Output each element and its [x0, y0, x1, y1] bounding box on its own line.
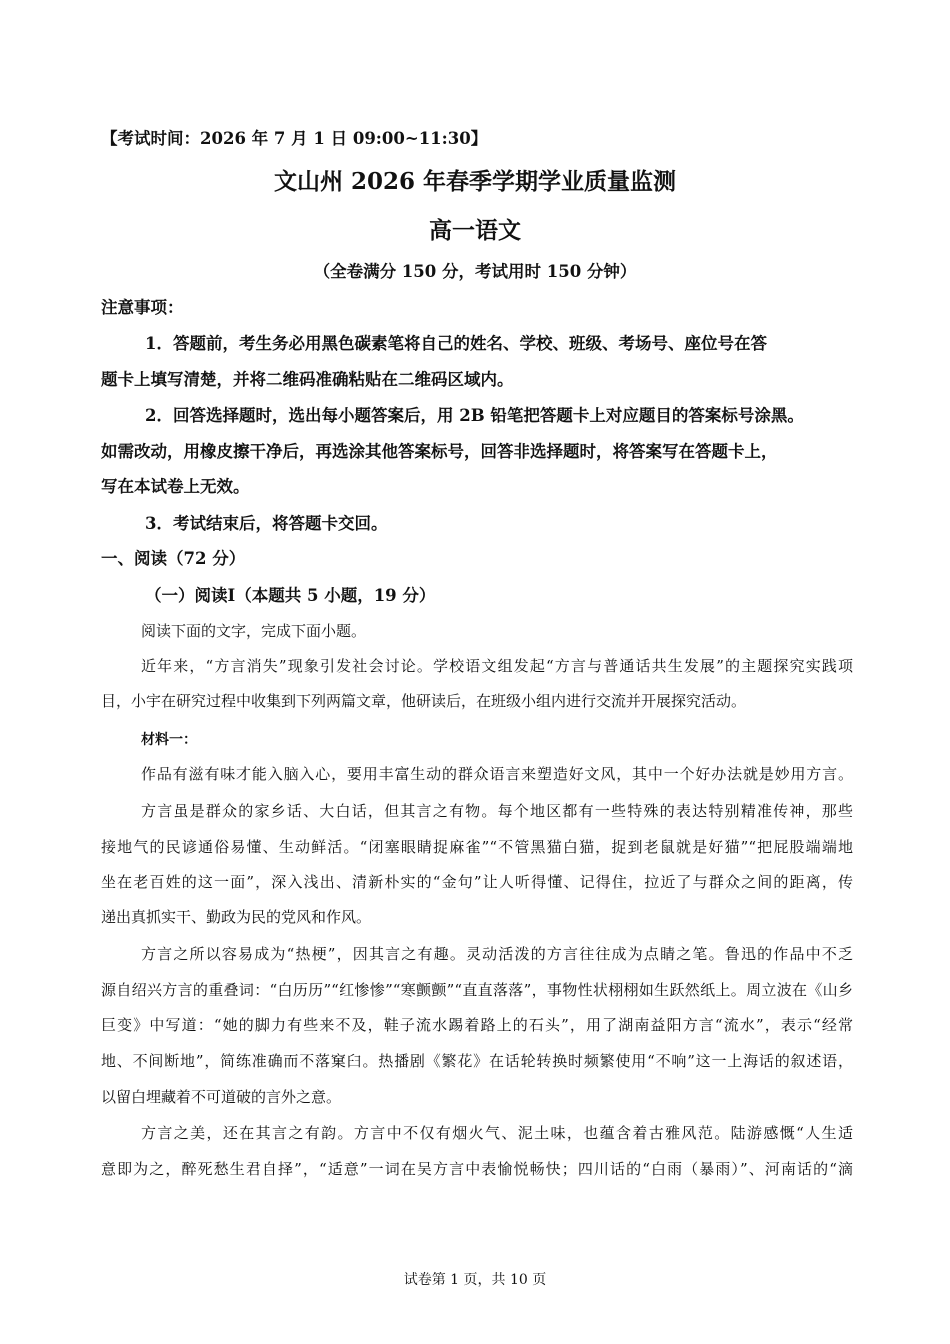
- score-note: （全卷满分 150 分，考试用时 150 分钟）: [313, 262, 637, 281]
- section-heading: 一、阅读（72 分）: [101, 549, 246, 568]
- intro-line: 目，小宇在研究过程中收集到下列两篇文章，他研读后，在班级小组内进行交流并开展探究活动。: [101, 692, 747, 710]
- material-line: 地、不间断地”，简练准确而不落窠臼。热播剧《繁花》在话轮转换时频繁使用“不响”这一上海话的叙述语，: [101, 1052, 853, 1070]
- material-line: 方言虽是群众的家乡话、大白话，但其言之有物。每个地区都有一些特殊的表达特别精准传神，那些: [141, 802, 853, 820]
- intro-line: 近年来，“方言消失”现象引发社会讨论。学校语文组发起“方言与普通话共生发展”的主题探究实践项: [141, 657, 853, 675]
- notice-line: 1．答题前，考生务必用黑色碳素笔将自己的姓名、学校、班级、考场号、座位号在答: [145, 334, 767, 353]
- material-line: 以留白埋藏着不可道破的言外之意。: [101, 1088, 342, 1106]
- notice-line: 写在本试卷上无效。: [101, 477, 250, 496]
- material-line: 方言之美，还在其言之有韵。方言中不仅有烟火气、泥土味，也蕴含着古雅风范。陆游感慨“人生适: [141, 1124, 853, 1142]
- material-line: 坐在老百姓的这一面”，深入浅出、清新朴实的“金句”让人听得懂、记得住，拉近了与群众之间的距离，传: [101, 873, 853, 891]
- notice-line: 2．回答选择题时，选出每小题答案后，用 2B 铅笔把答题卡上对应题目的答案标号涂黑。: [145, 406, 804, 425]
- instruction-text: 阅读下面的文字，完成下面小题。: [141, 622, 367, 640]
- subsection-heading: （一）阅读I（本题共 5 小题，19 分）: [145, 586, 436, 605]
- material-line: 作品有滋有味才能入脑入心，要用丰富生动的群众语言来塑造好文风，其中一个好办法就是妙用方言。: [141, 765, 853, 783]
- notice-heading: 注意事项：: [101, 298, 184, 317]
- material-line: 源自绍兴方言的重叠词：“白历历”“红惨惨”“寒颤颤”“直直落落”，事物性状栩栩如生跃然纸上。周立波在《山乡: [101, 981, 853, 999]
- page-number: 试卷第 1 页，共 10 页: [403, 1272, 547, 1288]
- notice-line: 3．考试结束后，将答题卡交回。: [145, 514, 388, 533]
- page-title: 文山州 2026 年春季学期学业质量监测: [273, 168, 677, 195]
- notice-line: 如需改动，用橡皮擦干净后，再选涂其他答案标号，回答非选择题时，将答案写在答题卡上，: [101, 442, 778, 461]
- material-line: 方言之所以容易成为“热梗”，因其言之有趣。灵动活泼的方言往往成为点睛之笔。鲁迅的作品中不乏: [141, 945, 853, 963]
- material-line: 巨变》中写道：“她的脚力有些来不及，鞋子流水踢着路上的石头”，用了湖南益阳方言“流水”，表示“经常: [101, 1016, 853, 1034]
- material-label: 材料一：: [141, 732, 197, 748]
- subject-title: 高一语文: [429, 217, 521, 244]
- material-line: 递出真抓实干、勤政为民的党风和作风。: [101, 908, 372, 926]
- material-line: 意即为之，醉死愁生君自择”，“适意”一词在吴方言中表愉悦畅快；四川话的“白雨（暴雨）”、河南话的“滴: [101, 1160, 853, 1178]
- material-line: 接地气的民谚通俗易懂、生动鲜活。“闭塞眼睛捉麻雀”“不管黑猫白猫，捉到老鼠就是好猫”“把屁股端端地: [101, 838, 853, 856]
- notice-line: 题卡上填写清楚，并将二维码准确粘贴在二维码区域内。: [101, 370, 514, 389]
- exam-time: 【考试时间：2026 年 7 月 1 日 09:00~11:30】: [101, 129, 488, 148]
